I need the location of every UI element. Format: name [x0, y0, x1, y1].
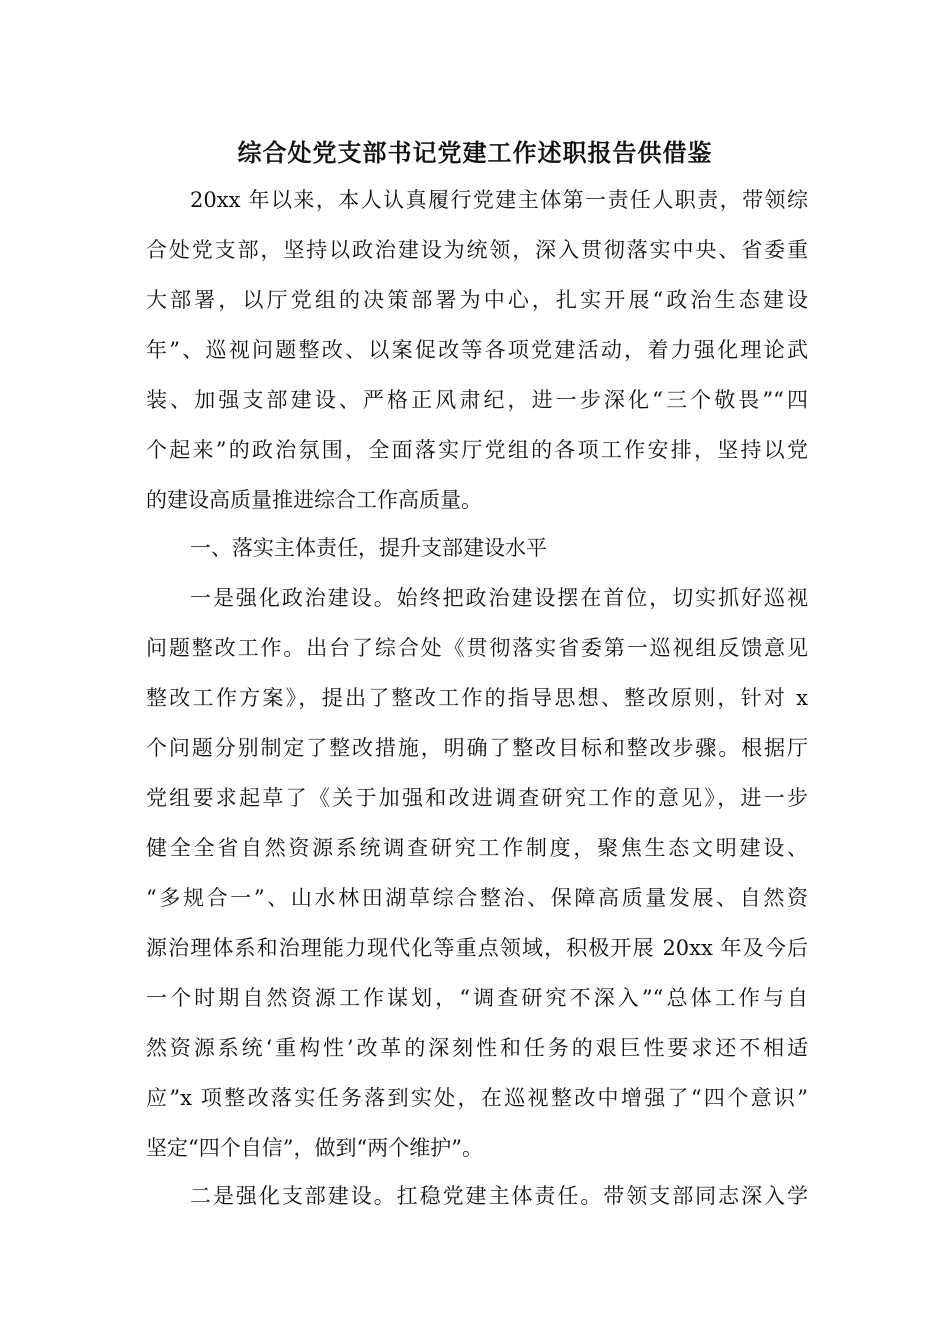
paragraph-line: 一个时期自然资源工作谋划，“调查研究不深入”“总体工作与自: [146, 986, 808, 1010]
paragraph-line: 二是强化支部建设。扛稳党建主体责任。带领支部同志深入学: [190, 1184, 808, 1208]
paragraph-line: 个起来”的政治氛围，全面落实厅党组的各项工作安排，坚持以党: [146, 438, 808, 462]
paragraph-line: 应”x 项整改落实任务落到实处，在巡视整改中增强了“四个意识”: [146, 1086, 808, 1110]
section-heading: 一、落实主体责任，提升支部建设水平: [190, 536, 547, 560]
paragraph-line: 整改工作方案》，提出了整改工作的指导思想、整改原则，针对 x: [146, 686, 808, 710]
paragraph-line: 源治理体系和治理能力现代化等重点领域，积极开展 20xx 年及今后: [146, 936, 808, 960]
paragraph-line: 问题整改工作。出台了综合处《贯彻落实省委第一巡视组反馈意见: [146, 636, 808, 660]
paragraph-line: 20xx 年以来，本人认真履行党建主体第一责任人职责，带领综: [190, 188, 808, 212]
paragraph-line: 一是强化政治建设。始终把政治建设摆在首位，切实抓好巡视: [190, 586, 808, 610]
paragraph-line: “多规合一”、山水林田湖草综合整治、保障高质量发展、自然资: [146, 886, 808, 910]
paragraph-line: 的建设高质量推进综合工作高质量。: [146, 488, 482, 512]
paragraph-line: 然资源系统‘重构性’改革的深刻性和任务的艰巨性要求还不相适: [146, 1036, 808, 1060]
paragraph-line: 年”、巡视问题整改、以案促改等各项党建活动，着力强化理论武: [146, 338, 808, 362]
paragraph-line: 个问题分别制定了整改措施，明确了整改目标和整改步骤。根据厅: [146, 736, 808, 760]
paragraph-line: 健全全省自然资源系统调查研究工作制度，聚焦生态文明建设、: [146, 836, 808, 860]
paragraph-line: 党组要求起草了《关于加强和改进调查研究工作的意见》，进一步: [146, 786, 808, 810]
paragraph-line: 合处党支部，坚持以政治建设为统领，深入贯彻落实中央、省委重: [146, 238, 808, 262]
paragraph-line: 坚定“四个自信”，做到“两个维护”。: [146, 1136, 483, 1160]
paragraph-line: 装、加强支部建设、严格正风肃纪，进一步深化“三个敬畏”“四: [146, 388, 808, 412]
paragraph-line: 大部署，以厅党组的决策部署为中心，扎实开展“政治生态建设: [146, 288, 808, 312]
document-title: 综合处党支部书记党建工作述职报告供借鉴: [237, 138, 713, 167]
